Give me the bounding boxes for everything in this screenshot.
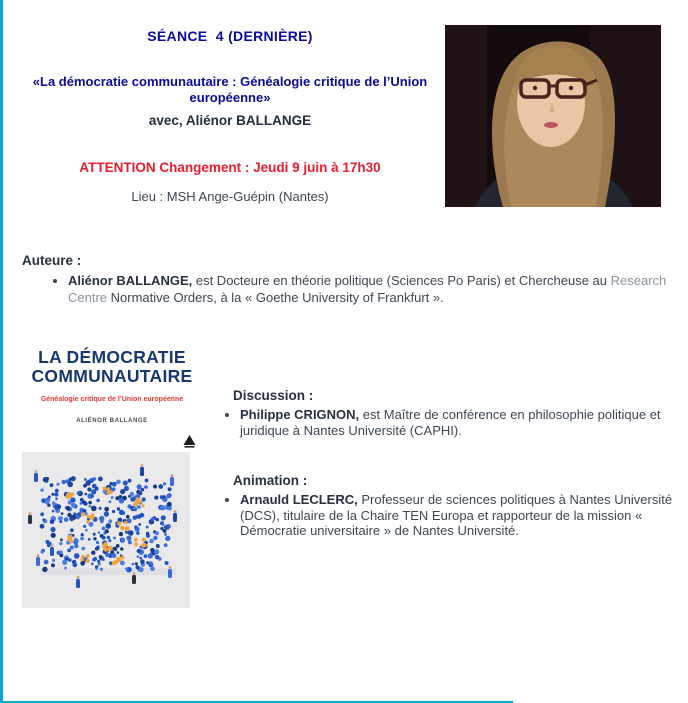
talk-title-line1: «La démocratie communautaire : Généalogie critique de l’Union [32, 74, 428, 89]
location-line: Lieu : MSH Ange-Guépin (Nantes) [131, 189, 329, 204]
book-title-line1: LA DÉMOCRATIE [38, 347, 186, 367]
book-subtitle: Généalogie critique de l’Union européenne [40, 396, 184, 403]
eu-flag-crowd-photo [22, 452, 190, 608]
right-column [225, 0, 680, 703]
discussion-list-item [240, 407, 680, 438]
auteure-name: Aliénor BALLANGE, [68, 273, 193, 288]
animation-list-item [240, 492, 680, 539]
discussion-list [225, 407, 680, 438]
attention-line: ATTENTION Changement : Jeudi 9 juin à 17h30 [79, 160, 381, 175]
auteure-research-centre: Research Centre [68, 273, 667, 305]
animation-heading: Animation : [233, 473, 308, 488]
discussion-person-name: Philippe CRIGNON, [240, 407, 360, 422]
discussion-heading: Discussion : [233, 388, 314, 403]
book-author: ALIÉNOR BALLANGE [76, 418, 148, 424]
book-cover [22, 337, 202, 608]
speaker-line: avec, Aliénor BALLANGE [148, 113, 312, 128]
animation-list [225, 492, 680, 539]
auteure-text-after: Normative Orders, à la « Goethe University of Frankfurt ». [107, 289, 444, 305]
talk-title-line2: européenne» [189, 90, 271, 105]
auteure-text-before: est Docteure en théorie politique (Sciences Po Paris) et Chercheuse au [192, 273, 611, 288]
crowd-image [22, 452, 190, 608]
seance-title: SÉANCE 4 (DERNIÈRE) [147, 28, 313, 44]
publisher-logo-icon [183, 435, 196, 448]
animation-person-text: Professeur de sciences politiques à Nantes Université (DCS), titulaire de la Chaire TEN Europa et rapporteur de la mission « Démocratie universitaire » de Nantes Université. [240, 492, 673, 538]
auteure-heading: Auteure : [22, 253, 82, 268]
discussion-person-text: est Maître de conférence en philosophie politique et juridique à Nantes Université (CAPHI). [240, 407, 661, 438]
left-accent-border [0, 0, 3, 703]
book-title-line2: COMMUNAUTAIRE [31, 366, 193, 386]
animation-person-name: Arnauld LECLERC, [240, 492, 358, 507]
book-title [22, 337, 202, 386]
